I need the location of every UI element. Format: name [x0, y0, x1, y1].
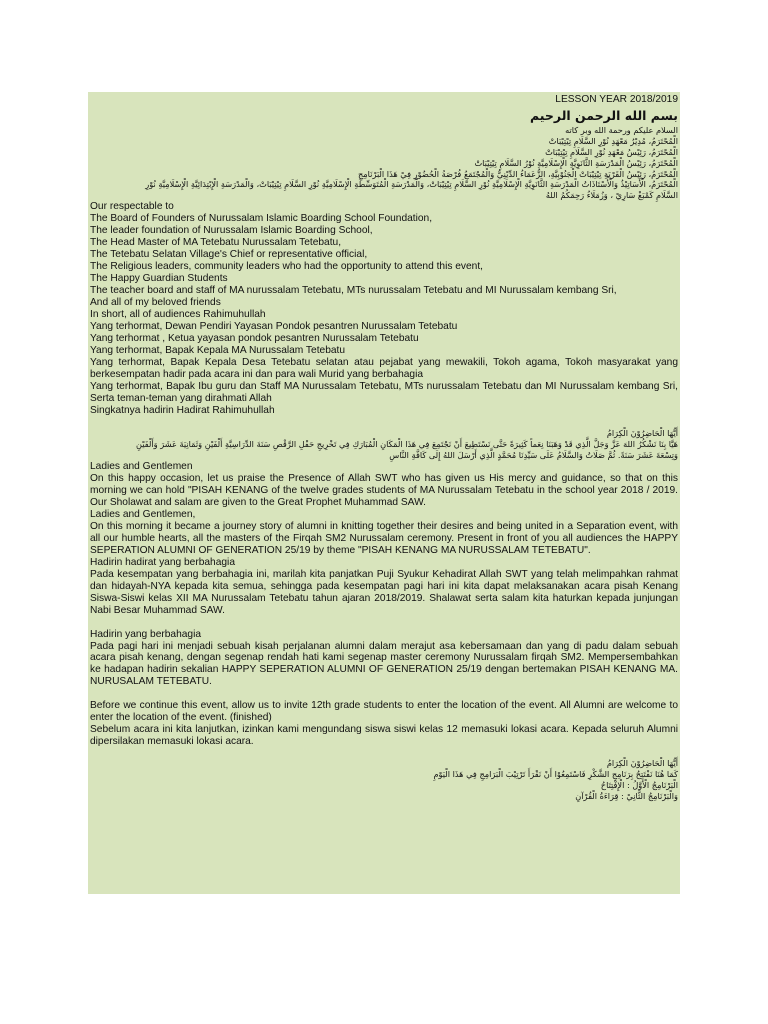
arabic-line: أَيُّهَا الْحَاضِرُوْنَ الْكِرَامُ	[606, 758, 678, 769]
arabic-line: الْمُحْتَرَمُ، رَئِيْسُ مَعْهَدِ نُوْرِ السَّلَامِ تِيْتِيْبَاتْ	[545, 146, 678, 157]
paragraph-line: Singkatnya hadirin Hadirat Rahimuhullah	[90, 404, 275, 416]
spacer	[90, 688, 678, 700]
lesson-year: LESSON YEAR 2018/2019	[555, 94, 678, 105]
arabic-middle	[90, 428, 678, 461]
paragraph-line: Ladies and Gentlemen,	[90, 508, 196, 520]
arabic-line: الْمُحْتَرَمُ، رَئِيْسُ الْقَرْيَةِ تِيْتِيْبَاتْ الْجَنُوْبِيَّةِ، الزُّعَمَاءُ الدِّيْنِيُّ وَالْمُجْتَمَعُ فُرْصَةُ الْحُضُوْرِ فِيْ هَذَا الْبَرْنَامِجِ	[358, 168, 678, 179]
paragraph-line: On this happy occasion, let us praise the Presence of Allah SWT who has given us His mercy and guidance, so that on this morning we can hold "PISAH KENANG of the twelve grades students of MA Nurussalam Tetebatu in the school year 2018 / 2019. Our Sholawat and salam are given to the Great Prophet Muhammad SAW.	[90, 473, 678, 509]
paragraph-line: The Tetebatu Selatan Village's Chief or representative official,	[90, 249, 368, 261]
arabic-line: الْمُحْتَرَمُ، مُدِيْرُ مَعْهَدِ نُوْرِ السَّلَامِ تِيْتِيْبَاتْ	[548, 135, 678, 146]
paragraph-line: Hadirin yang berbahagia	[90, 628, 202, 640]
paragraph-line: Yang terhormat, Bapak Ibu guru dan Staff MA Nurussalam Tetebatu, MTs nurussalam Tetebatu dan MI Nurussalam kembang Sri, Serta teman-teman yang dirahmati Allah	[90, 380, 678, 404]
paragraph-line: Yang terhormat, Dewan Pendiri Yayasan Pondok pesantren Nurussalam Tetebatu	[90, 320, 458, 332]
paragraph-line: On this morning it became a journey story of alumni in knitting together their desires and being united in a Separation event, with all our humble hearts, all the masters of the Firqah SM2 Nurussalam ceremony. Present in front of you all audiences the HAPPY SEPERATION ALUMNI OF GENERATION 25/19 by theme "PISAH KENANG MA NURUSSALAM TETEBATU".	[90, 520, 678, 556]
paragraph-line: Ladies and Gentlemen	[90, 461, 193, 473]
paragraph-line: The Board of Founders of Nurussalam Islamic Boarding School Foundation,	[90, 213, 433, 225]
arabic-line: كَمَا هُنَا نَفْتَتِحُ بِرَنَامِجِ الشَّكْرِ فَاسْتَمِعُوْا أَنْ نَقْرَأَ تَرْتِيْبَ الْبَرَامِجِ فِي هَذَا الْيَوْمِ	[433, 769, 678, 780]
paragraph-line: Before we continue this event, allow us to invite 12th grade students to enter the location of the event. All Alumni are welcome to enter the location of the event. (finished)	[90, 700, 678, 724]
bismillah-heading: بسم الله الرحمن الرحيم	[530, 107, 678, 123]
spacer	[90, 617, 678, 629]
arabic-line: الْمُحْتَرَمُ، رَئِيْسُ الْمَدْرَسَةِ الثَّانَوِيَّةِ الْإِسْلَامِيَّةِ نُوْرُ السَّلَامِ تِيْتِيْبَاتْ	[474, 157, 678, 168]
indonesian-body-1	[90, 557, 678, 617]
arabic-line: هَيَّا بِنَا نَشْكُرُ اللهَ عَزَّ وَجَلَّ الَّذِي قَدْ وَهَبَنَا نِعَماً كَثِيرَةً حَتَّى نَسْتَطِيعَ أَنْ نَجْتَمِعَ فِي هَذَا الْمَكَانِ الْمُبَارَكِ فِي تَخْرِيجِ حَفْلِ الرَّقْصِ سَنَةَ الدِّرَاسِيَّةِ أَلْفَيْنِ وَثَمَانِيَةَ عَشَرَ وَأَلْفَيْنِ	[136, 439, 678, 450]
paragraph-line: Our respectable to	[90, 201, 174, 213]
paragraph-line: In short, all of audiences Rahimuhullah	[90, 308, 266, 320]
english-opening	[90, 201, 678, 321]
arabic-greetings	[90, 125, 678, 201]
arabic-line: الْمُحْتَرَمُ، الْأَسَاتِيْذُ وَالْأُسْتَاذَاتُ الْمَدْرَسَةِ الثَّانَوِيَّةِ الْإِسْلَامِيَّةِ نُوْرِ السَّلَامِ تِيْتِيْبَاتْ، وَالْمَدْرَسَةِ الْمُتَوَسِّطَةِ الْإِسْلَامِيَّةِ نُوْرِ السَّلَامِ تِيْتِيْبَاتْ، وَالْمَدْرَسَةِ الْإِبْتِدَائِيَّةِ الْإِسْلَامِيَّةِ نُوْرِ	[145, 179, 678, 190]
closing-section	[90, 700, 678, 748]
arabic-line: وَتِسْعَةَ عَشَرَ سَنَةً. ثُمَّ صَلَاتُ وَالسَّلَامُ عَلَى سَيِّدِنَا مُحَمَّدٍ الَّذِي أَرْسَلَ اللهُ إِلَى كَافَّةِ النَّاسِ	[389, 450, 678, 461]
spacer	[90, 416, 678, 428]
paragraph-line: The teacher board and staff of MA nurussalam Tetebatu, MTs nurussalam Tetebatu and MI Nurussalam kembang Sri,	[90, 284, 617, 296]
arabic-line: الْبَرْنَامِجُ الْأَوَّلُ : الْإِفْتِتَاحُ	[600, 779, 678, 790]
paragraph-line: The Religious leaders, community leaders who had the opportunity to attend this event,	[90, 261, 484, 273]
indonesian-body-2	[90, 629, 678, 689]
arabic-line: أَيُّهَا الْحَاضِرُوْنَ الْكِرَامُ	[606, 428, 678, 439]
paragraph-line: Yang terhormat, Bapak Kepala MA Nurussalam Tetebatu	[90, 344, 346, 356]
arabic-line: وَالْبَرْنَامِجُ الثَّانِيْ : قِرَاءَةُ الْقُرْآنِ	[575, 790, 678, 801]
paragraph-line: The Happy Guardian Students	[90, 273, 228, 285]
paragraph-line: Hadirin hadirat yang berbahagia	[90, 556, 235, 568]
paragraph-line: The Head Master of MA Tetebatu Nurussalam Tetebatu,	[90, 237, 342, 249]
paragraph-line: Pada kesempatan yang berbahagia ini, marilah kita panjatkan Puji Syukur Kehadirat Allah SWT yang telah melimpahkan rahmat dan hidayah-NYA kepada kita semua, sehingga pada kesempatan pagi hari ini kita dapat melaksanakan acara pisah Kenang Siswa-Siswi kelas XII MA Nurussalam Tetebatu tahun ajaran 2018/2019. Shalawat serta salam kita haturkan kepada junjungan Nabi Besar Muhammad SAW.	[90, 568, 678, 616]
paragraph-line: Yang terhormat , Ketua yayasan pondok pesantren Nurussalam Tetebatu	[90, 332, 419, 344]
arabic-closing	[90, 758, 678, 802]
indonesian-opening	[90, 321, 678, 417]
arabic-line: السلام عليكم ورحمة الله وبر كاته	[565, 124, 678, 135]
paragraph-line: And all of my beloved friends	[90, 296, 221, 308]
paragraph-line: Yang terhormat, Bapak Kepala Desa Tetebatu selatan atau pejabat yang mewakili, Tokoh agama, Tokoh masyarakat yang berkesempatan hadir pada acara ini dan para wali Murid yang berbahagia	[90, 356, 678, 380]
document-page	[88, 92, 680, 894]
paragraph-line: The leader foundation of Nurussalam Islamic Boarding School,	[90, 225, 373, 237]
paragraph-line: Pada pagi hari ini menjadi sebuah kisah perjalanan alumni dalam merajut asa kebersamaan dan yang di padu dalam sebuah acara pisah kenang, dengan segenap rendah hati kami segenap master ceremony Nurussalam firqah SM2. Mempersembahkan ke hadapan hadirin sekalian HAPPY SEPERATION ALUMNI OF GENERATION 25/19 dengan bertemakan PISAH KENANG MA. NURUSALAM TETEBATU.	[90, 640, 678, 688]
spacer	[90, 748, 678, 758]
english-body	[90, 461, 678, 557]
paragraph-line: Sebelum acara ini kita lanjutkan, izinkan kami mengundang siswa siswi kelas 12 memasuki lokasi acara. Kepada seluruh Alumni dipersilakan memasuki lokasi acara.	[90, 724, 678, 748]
arabic-line: السَّلَامِ كَمْبَغْ سَارِيْ ، وَزُمَلَاءُ رَحِمَكُمُ اللهُ	[545, 190, 678, 201]
